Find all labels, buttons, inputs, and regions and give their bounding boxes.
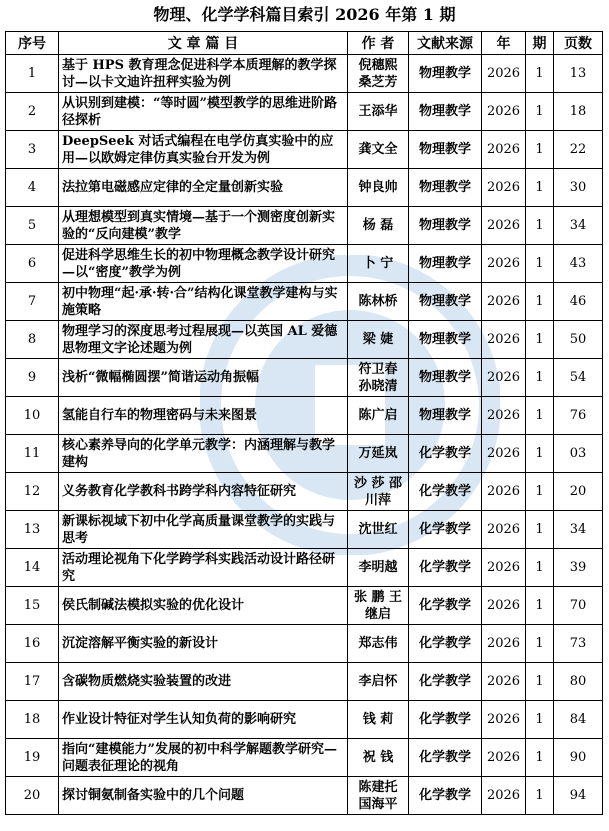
cell-page: 73 bbox=[554, 625, 603, 663]
cell-issue: 1 bbox=[526, 511, 554, 549]
cell-title: DeepSeek 对话式编程在电学仿真实验中的应用—以欧姆定律仿真实验台开发为例 bbox=[59, 131, 348, 169]
table-row bbox=[6, 549, 603, 587]
cell-page: 30 bbox=[554, 169, 603, 207]
cell-year: 2026 bbox=[482, 587, 526, 625]
cell-author: 梁 婕 bbox=[348, 321, 409, 359]
cell-issue: 1 bbox=[526, 207, 554, 245]
cell-page: 94 bbox=[554, 777, 603, 815]
cell-page: 03 bbox=[554, 435, 603, 473]
table-row bbox=[6, 131, 603, 169]
cell-issue: 1 bbox=[526, 587, 554, 625]
cell-year: 2026 bbox=[482, 777, 526, 815]
cell-no: 9 bbox=[6, 359, 59, 397]
cell-source: 物理教学 bbox=[409, 245, 482, 283]
cell-year: 2026 bbox=[482, 283, 526, 321]
cell-issue: 1 bbox=[526, 777, 554, 815]
table-row bbox=[6, 93, 603, 131]
cell-source: 物理教学 bbox=[409, 359, 482, 397]
cell-source: 化学教学 bbox=[409, 777, 482, 815]
cell-no: 19 bbox=[6, 739, 59, 777]
table-row bbox=[6, 55, 603, 93]
cell-author: 陈广启 bbox=[348, 397, 409, 435]
cell-source: 化学教学 bbox=[409, 549, 482, 587]
cell-title: 沉淀溶解平衡实验的新设计 bbox=[59, 625, 348, 663]
cell-issue: 1 bbox=[526, 739, 554, 777]
cell-source: 化学教学 bbox=[409, 511, 482, 549]
cell-year: 2026 bbox=[482, 473, 526, 511]
cell-issue: 1 bbox=[526, 435, 554, 473]
col-header-title: 文 章 篇 目 bbox=[59, 32, 348, 55]
cell-title: 侯氏制碱法模拟实验的优化设计 bbox=[59, 587, 348, 625]
cell-page: 18 bbox=[554, 93, 603, 131]
cell-issue: 1 bbox=[526, 321, 554, 359]
table-row bbox=[6, 359, 603, 397]
cell-no: 8 bbox=[6, 321, 59, 359]
header-row bbox=[6, 32, 603, 55]
cell-year: 2026 bbox=[482, 701, 526, 739]
cell-year: 2026 bbox=[482, 93, 526, 131]
cell-no: 20 bbox=[6, 777, 59, 815]
cell-source: 物理教学 bbox=[409, 131, 482, 169]
cell-author: 沈世红 bbox=[348, 511, 409, 549]
cell-page: 70 bbox=[554, 587, 603, 625]
table-row bbox=[6, 739, 603, 777]
cell-title: 浅析“微幅椭圆摆”简谐运动角振幅 bbox=[59, 359, 348, 397]
cell-author: 郑志伟 bbox=[348, 625, 409, 663]
cell-source: 物理教学 bbox=[409, 321, 482, 359]
cell-no: 17 bbox=[6, 663, 59, 701]
cell-title: 氢能自行车的物理密码与未来图景 bbox=[59, 397, 348, 435]
cell-author: 陈林桥 bbox=[348, 283, 409, 321]
cell-title: 作业设计特征对学生认知负荷的影响研究 bbox=[59, 701, 348, 739]
cell-source: 化学教学 bbox=[409, 739, 482, 777]
cell-page: 90 bbox=[554, 739, 603, 777]
article-index-table bbox=[5, 31, 603, 815]
cell-issue: 1 bbox=[526, 359, 554, 397]
cell-no: 14 bbox=[6, 549, 59, 587]
cell-title: 从识别到建模：“等时圆”模型教学的思维进阶路径探析 bbox=[59, 93, 348, 131]
cell-year: 2026 bbox=[482, 245, 526, 283]
cell-title: 核心素养导向的化学单元教学：内涵理解与教学建构 bbox=[59, 435, 348, 473]
cell-no: 11 bbox=[6, 435, 59, 473]
cell-no: 1 bbox=[6, 55, 59, 93]
table-row bbox=[6, 663, 603, 701]
cell-issue: 1 bbox=[526, 701, 554, 739]
cell-year: 2026 bbox=[482, 625, 526, 663]
cell-page: 80 bbox=[554, 663, 603, 701]
cell-issue: 1 bbox=[526, 131, 554, 169]
cell-author: 龚文全 bbox=[348, 131, 409, 169]
cell-no: 10 bbox=[6, 397, 59, 435]
cell-author: 李明越 bbox=[348, 549, 409, 587]
cell-source: 化学教学 bbox=[409, 587, 482, 625]
cell-title: 新课标视域下初中化学高质量课堂教学的实践与思考 bbox=[59, 511, 348, 549]
cell-author: 王添华 bbox=[348, 93, 409, 131]
cell-source: 化学教学 bbox=[409, 473, 482, 511]
table-row bbox=[6, 777, 603, 815]
col-header-no: 序号 bbox=[6, 32, 59, 55]
cell-title: 物理学习的深度思考过程展现—以英国 AL 爱德思物理文字论述题为例 bbox=[59, 321, 348, 359]
col-header-issue: 期 bbox=[526, 32, 554, 55]
table-row bbox=[6, 397, 603, 435]
cell-source: 物理教学 bbox=[409, 93, 482, 131]
cell-issue: 1 bbox=[526, 55, 554, 93]
cell-page: 43 bbox=[554, 245, 603, 283]
cell-title: 含碳物质燃烧实验装置的改进 bbox=[59, 663, 348, 701]
cell-title: 从理想模型到真实情境—基于一个测密度创新实验的“反向建模”教学 bbox=[59, 207, 348, 245]
cell-year: 2026 bbox=[482, 511, 526, 549]
cell-page: 76 bbox=[554, 397, 603, 435]
table-row bbox=[6, 587, 603, 625]
table-row bbox=[6, 473, 603, 511]
cell-year: 2026 bbox=[482, 169, 526, 207]
cell-source: 化学教学 bbox=[409, 663, 482, 701]
cell-issue: 1 bbox=[526, 397, 554, 435]
cell-no: 2 bbox=[6, 93, 59, 131]
cell-no: 4 bbox=[6, 169, 59, 207]
cell-author: 祝 钱 bbox=[348, 739, 409, 777]
cell-year: 2026 bbox=[482, 397, 526, 435]
cell-issue: 1 bbox=[526, 663, 554, 701]
cell-issue: 1 bbox=[526, 625, 554, 663]
table-row bbox=[6, 435, 603, 473]
col-header-source: 文献来源 bbox=[409, 32, 482, 55]
cell-issue: 1 bbox=[526, 473, 554, 511]
cell-source: 物理教学 bbox=[409, 55, 482, 93]
cell-source: 物理教学 bbox=[409, 397, 482, 435]
cell-no: 7 bbox=[6, 283, 59, 321]
cell-page: 84 bbox=[554, 701, 603, 739]
page-title: 物理、化学学科篇目索引 2026 年第 1 期 bbox=[153, 5, 456, 24]
cell-author: 钱 莉 bbox=[348, 701, 409, 739]
cell-year: 2026 bbox=[482, 207, 526, 245]
cell-author: 张 鹏 王继启 bbox=[348, 587, 409, 625]
cell-no: 6 bbox=[6, 245, 59, 283]
cell-no: 5 bbox=[6, 207, 59, 245]
cell-author: 倪穗熙 桑芝芳 bbox=[348, 55, 409, 93]
table-row bbox=[6, 701, 603, 739]
cell-title: 义务教育化学教科书跨学科内容特征研究 bbox=[59, 473, 348, 511]
cell-page: 46 bbox=[554, 283, 603, 321]
cell-author: 沙 莎 邵川萍 bbox=[348, 473, 409, 511]
cell-issue: 1 bbox=[526, 93, 554, 131]
cell-no: 18 bbox=[6, 701, 59, 739]
cell-year: 2026 bbox=[482, 435, 526, 473]
cell-title: 法拉第电磁感应定律的全定量创新实验 bbox=[59, 169, 348, 207]
cell-page: 20 bbox=[554, 473, 603, 511]
cell-author: 卜 宁 bbox=[348, 245, 409, 283]
cell-no: 3 bbox=[6, 131, 59, 169]
table-row bbox=[6, 625, 603, 663]
cell-source: 物理教学 bbox=[409, 169, 482, 207]
cell-author: 陈建托 国海平 bbox=[348, 777, 409, 815]
cell-author: 杨 磊 bbox=[348, 207, 409, 245]
cell-year: 2026 bbox=[482, 131, 526, 169]
cell-title: 基于 HPS 教育理念促进科学本质理解的教学探讨—以卡文迪许扭秤实验为例 bbox=[59, 55, 348, 93]
cell-source: 化学教学 bbox=[409, 435, 482, 473]
cell-source: 化学教学 bbox=[409, 625, 482, 663]
col-header-year: 年 bbox=[482, 32, 526, 55]
cell-source: 化学教学 bbox=[409, 701, 482, 739]
cell-issue: 1 bbox=[526, 169, 554, 207]
cell-author: 万延岚 bbox=[348, 435, 409, 473]
cell-no: 15 bbox=[6, 587, 59, 625]
cell-year: 2026 bbox=[482, 549, 526, 587]
col-header-author: 作 者 bbox=[348, 32, 409, 55]
cell-no: 13 bbox=[6, 511, 59, 549]
cell-author: 钟良帅 bbox=[348, 169, 409, 207]
cell-title: 指向“建模能力”发展的初中科学解题教学研究—问题表征理论的视角 bbox=[59, 739, 348, 777]
cell-title: 活动理论视角下化学跨学科实践活动设计路径研究 bbox=[59, 549, 348, 587]
cell-year: 2026 bbox=[482, 739, 526, 777]
table-row bbox=[6, 207, 603, 245]
table-row bbox=[6, 245, 603, 283]
cell-year: 2026 bbox=[482, 321, 526, 359]
table-row bbox=[6, 169, 603, 207]
cell-year: 2026 bbox=[482, 359, 526, 397]
table-row bbox=[6, 321, 603, 359]
table-row bbox=[6, 511, 603, 549]
cell-page: 34 bbox=[554, 207, 603, 245]
col-header-page: 页数 bbox=[554, 32, 603, 55]
cell-issue: 1 bbox=[526, 245, 554, 283]
cell-page: 50 bbox=[554, 321, 603, 359]
cell-year: 2026 bbox=[482, 55, 526, 93]
cell-title: 初中物理“起·承·转·合”结构化课堂教学建构与实施策略 bbox=[59, 283, 348, 321]
cell-title: 促进科学思维生长的初中物理概念教学设计研究—以“密度”教学为例 bbox=[59, 245, 348, 283]
table-row bbox=[6, 283, 603, 321]
cell-author: 符卫春 孙晓清 bbox=[348, 359, 409, 397]
cell-source: 物理教学 bbox=[409, 207, 482, 245]
cell-issue: 1 bbox=[526, 283, 554, 321]
cell-page: 22 bbox=[554, 131, 603, 169]
cell-no: 12 bbox=[6, 473, 59, 511]
cell-year: 2026 bbox=[482, 663, 526, 701]
cell-no: 16 bbox=[6, 625, 59, 663]
cell-source: 物理教学 bbox=[409, 283, 482, 321]
cell-page: 54 bbox=[554, 359, 603, 397]
cell-page: 39 bbox=[554, 549, 603, 587]
cell-page: 13 bbox=[554, 55, 603, 93]
cell-title: 探讨铜氨制备实验中的几个问题 bbox=[59, 777, 348, 815]
cell-issue: 1 bbox=[526, 549, 554, 587]
cell-author: 李启怀 bbox=[348, 663, 409, 701]
cell-page: 34 bbox=[554, 511, 603, 549]
